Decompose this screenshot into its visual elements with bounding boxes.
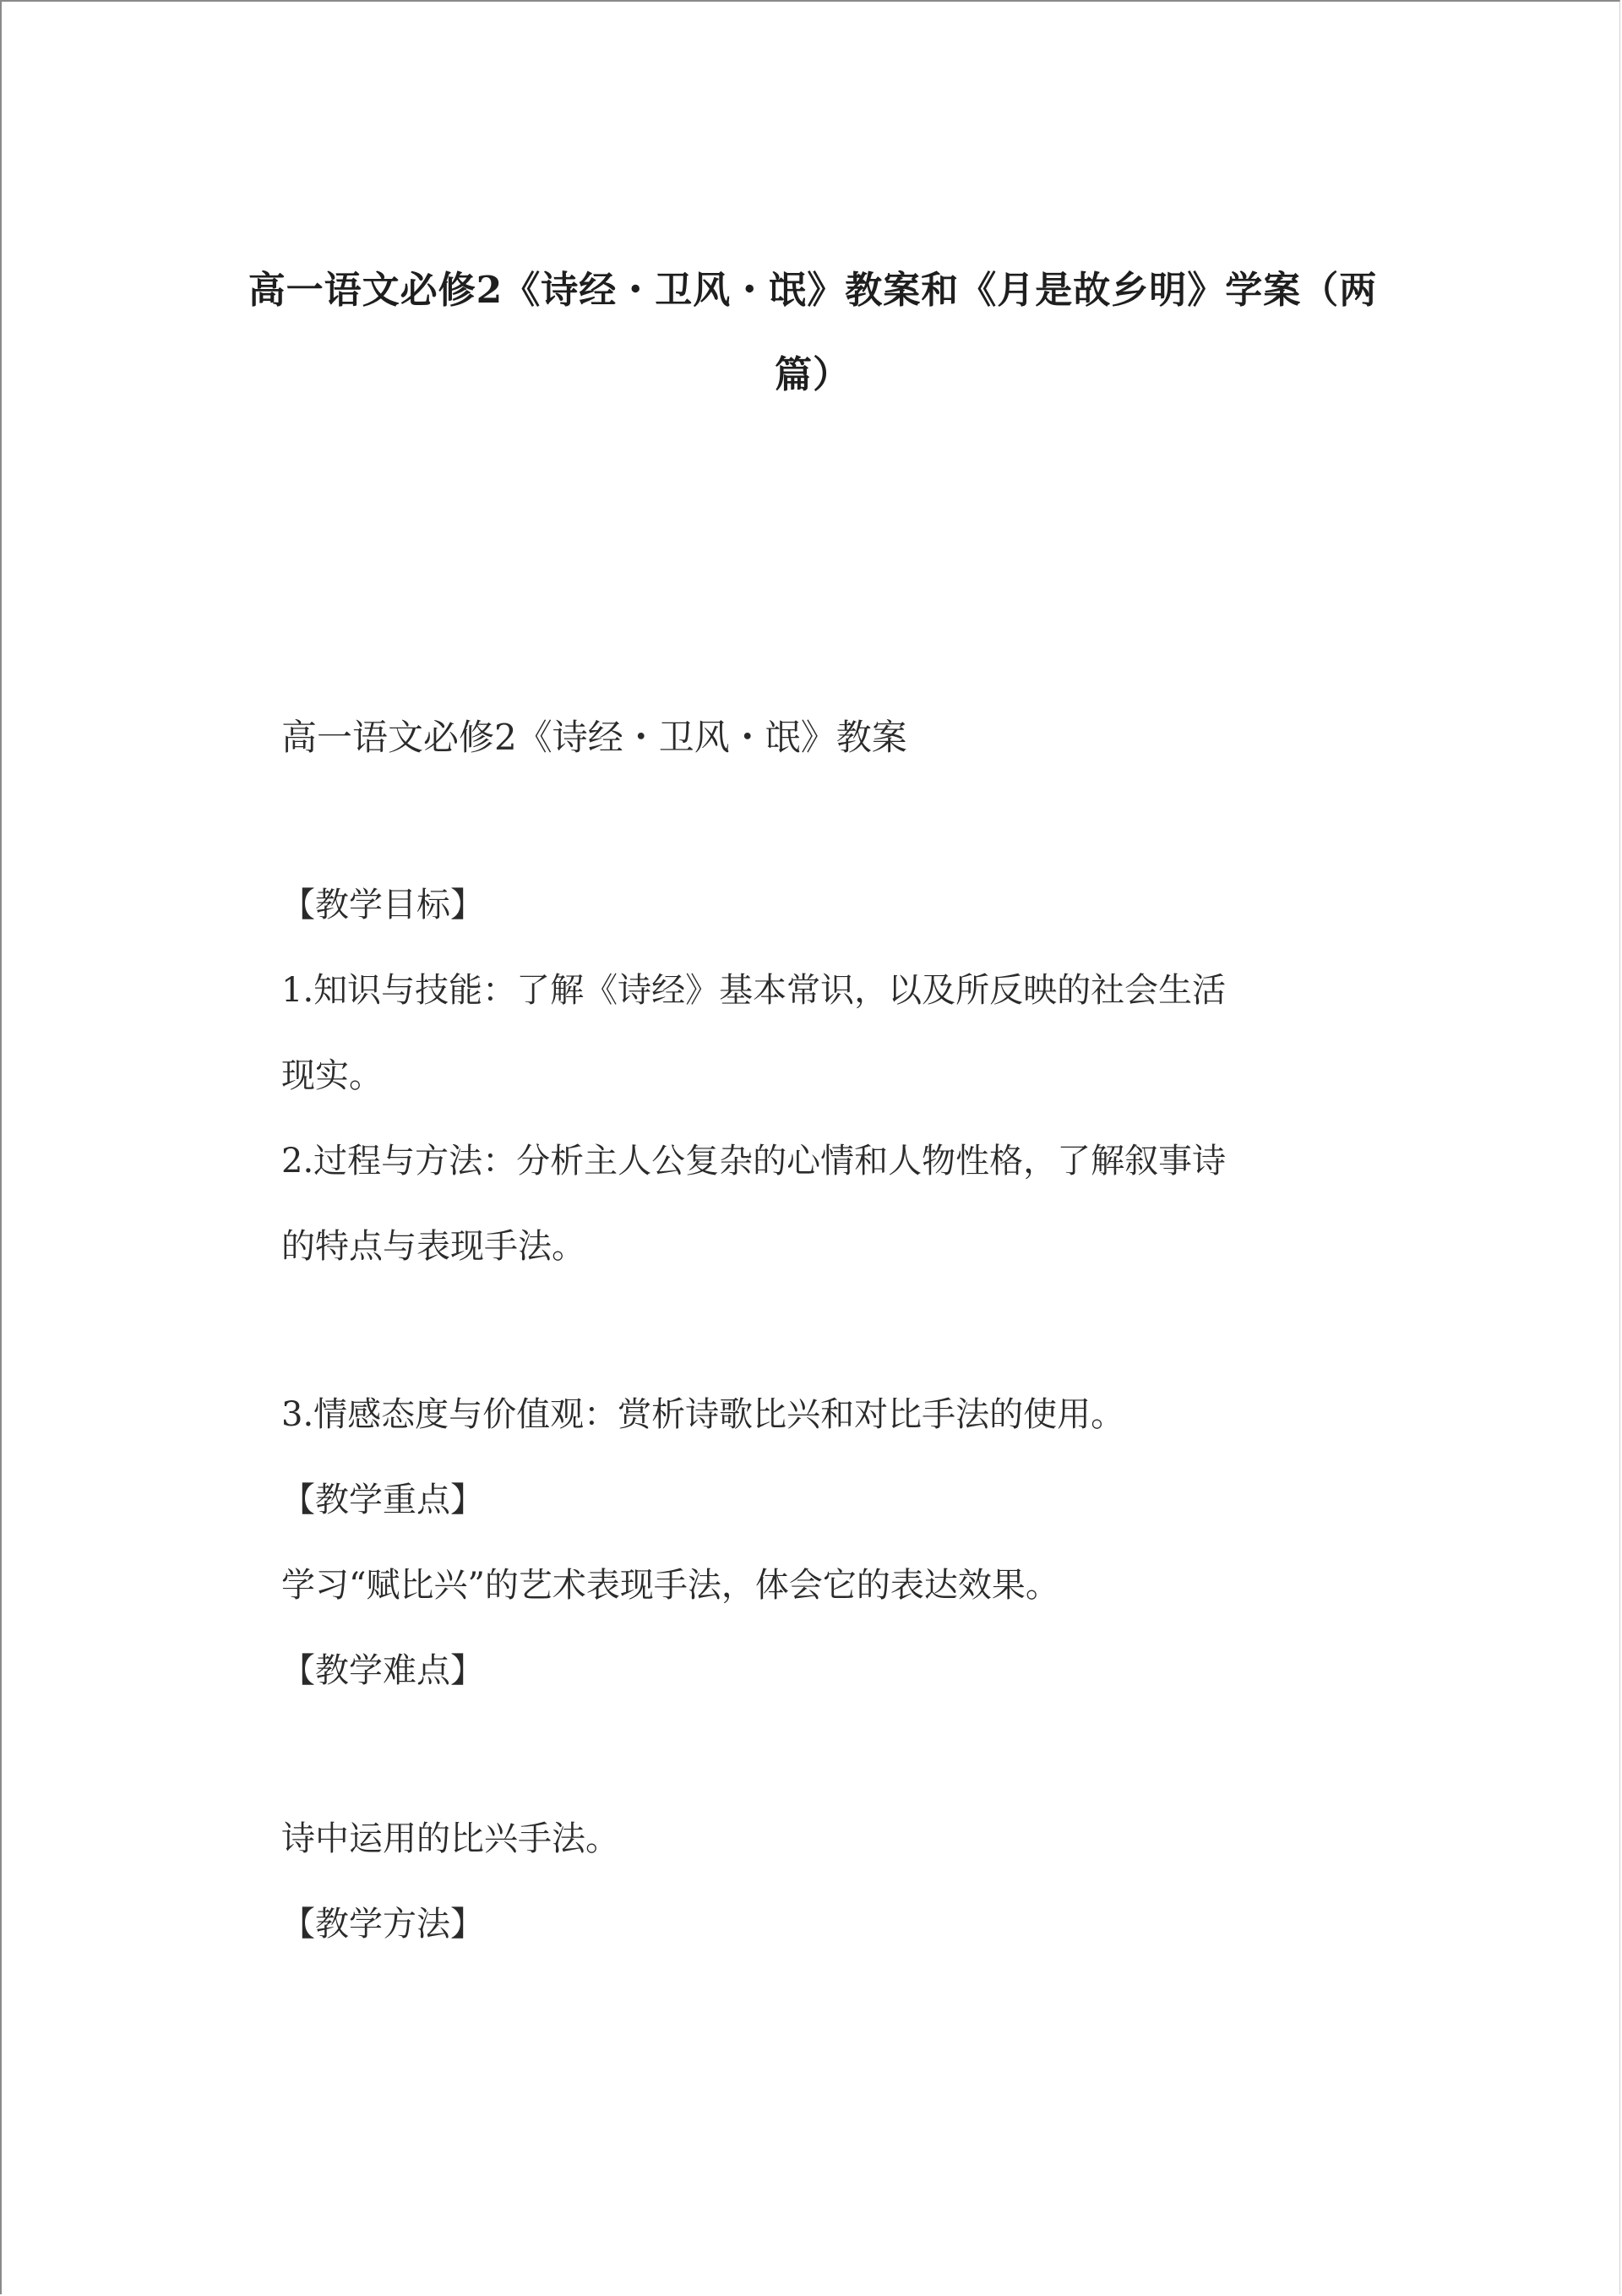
document-body bbox=[281, 695, 1380, 1967]
key-points-text: 学习“赋比兴”的艺术表现手法，体会它的表达效果。 bbox=[281, 1566, 1059, 1605]
objective-1-line-2: 现实。 bbox=[281, 1056, 383, 1095]
objectives-heading: 【教学目标】 bbox=[281, 886, 484, 924]
document-title-line-2: 篇） bbox=[775, 353, 851, 396]
objective-2-line-2: 的特点与表现手法。 bbox=[281, 1227, 585, 1266]
document-title-line-1: 高一语文必修2《诗经・卫风・氓》教案和《月是故乡明》学案（两 bbox=[248, 269, 1378, 312]
document-title bbox=[238, 248, 1387, 417]
key-points-heading: 【教学重点】 bbox=[281, 1481, 484, 1519]
objective-3: 3.情感态度与价值观：赏析诗歌比兴和对比手法的使用。 bbox=[281, 1395, 1125, 1434]
difficulties-text: 诗中运用的比兴手法。 bbox=[281, 1819, 619, 1858]
objective-2-line-1: 2.过程与方法：分析主人公复杂的心情和人物性格，了解叙事诗 bbox=[281, 1142, 1227, 1181]
objective-1-line-1: 1.知识与技能：了解《诗经》基本常识，以及所反映的社会生活 bbox=[281, 971, 1227, 1010]
section-title: 高一语文必修2《诗经・卫风・氓》教案 bbox=[281, 717, 907, 758]
difficulties-heading: 【教学难点】 bbox=[281, 1651, 484, 1690]
methods-heading: 【教学方法】 bbox=[281, 1905, 484, 1944]
